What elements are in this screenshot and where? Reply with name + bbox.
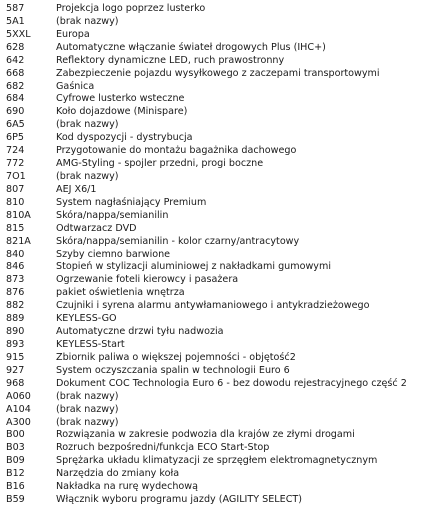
option-description: Przygotowanie do montażu bagażnika dachowego [56, 145, 297, 157]
option-row [0, 352, 422, 365]
option-code: 873 [6, 274, 25, 286]
option-row [0, 197, 422, 210]
option-code: 815 [6, 222, 25, 234]
option-row [0, 442, 422, 455]
option-row [0, 106, 422, 119]
option-code: 6P5 [6, 132, 24, 144]
option-description: Zabezpieczenie pojazdu wysyłkowego z zaczepami transportowymi [56, 67, 380, 79]
option-row [0, 455, 422, 468]
option-row [0, 29, 422, 42]
option-description: AEJ X6/1 [56, 183, 97, 195]
option-code: 840 [6, 248, 25, 260]
option-row [0, 55, 422, 68]
option-description: System oczyszczania spalin w technologii Euro 6 [56, 364, 290, 376]
option-description: Skóra/nappa/semianilin [56, 209, 169, 221]
option-description: (brak nazwy) [56, 403, 119, 415]
option-row [0, 417, 422, 430]
option-code: B59 [6, 494, 25, 506]
option-row [0, 210, 422, 223]
option-description: KEYLESS-GO [56, 313, 117, 325]
option-row [0, 287, 422, 300]
option-description: Rozwiązania w zakresie podwozia dla krajów ze złymi drogami [56, 429, 355, 441]
option-row [0, 326, 422, 339]
option-row [0, 184, 422, 197]
option-row [0, 16, 422, 29]
option-description: Czujniki i syrena alarmu antywłamaniowego i antykradzieżowego [56, 300, 370, 312]
option-description: pakiet oświetlenia wnętrza [56, 287, 185, 299]
option-code: 821A [6, 235, 31, 247]
option-code: 642 [6, 54, 25, 66]
option-code: 846 [6, 261, 25, 273]
option-code: 890 [6, 326, 25, 338]
option-code: 876 [6, 287, 25, 299]
option-description: Ogrzewanie foteli kierowcy i pasażera [56, 274, 239, 286]
option-description: Sprężarka układu klimatyzacji ze sprzęgłem elektromagnetycznym [56, 455, 378, 467]
option-code: A300 [6, 416, 31, 428]
option-row [0, 481, 422, 494]
option-code: 889 [6, 313, 25, 325]
option-description: Automatyczne włączanie świateł drogowych Plus (IHC+) [56, 41, 326, 53]
option-description: (brak nazwy) [56, 416, 119, 428]
option-row [0, 300, 422, 313]
option-description: Stopień w stylizacji aluminiowej z nakładkami gumowymi [56, 261, 332, 273]
option-code: 587 [6, 3, 25, 14]
option-code: A104 [6, 403, 31, 415]
option-code: 5A1 [6, 15, 25, 27]
option-row [0, 378, 422, 391]
option-description: Automatyczne drzwi tyłu nadwozia [56, 326, 224, 338]
option-row [0, 158, 422, 171]
option-code: 5XXL [6, 28, 31, 40]
option-row [0, 132, 422, 145]
option-row [0, 429, 422, 442]
option-description: Europa [56, 28, 90, 40]
option-row [0, 249, 422, 262]
option-code: 6A5 [6, 119, 25, 131]
option-description: Narzędzia do zmiany koła [56, 468, 180, 480]
option-code: 968 [6, 377, 25, 389]
option-code: 810A [6, 209, 31, 221]
option-description: Reflektory dynamiczne LED, ruch prawostronny [56, 54, 285, 66]
option-description: AMG-Styling - spojler przedni, progi boczne [56, 158, 264, 170]
option-row [0, 81, 422, 94]
option-description: Cyfrowe lusterko wsteczne [56, 93, 185, 105]
option-row [0, 42, 422, 55]
option-code: 927 [6, 364, 25, 376]
option-code: 810 [6, 196, 25, 208]
option-row [0, 313, 422, 326]
option-row [0, 339, 422, 352]
option-description: Szyby ciemno barwione [56, 248, 171, 260]
option-code: 807 [6, 183, 25, 195]
option-row [0, 145, 422, 158]
option-code: 772 [6, 158, 25, 170]
option-row [0, 404, 422, 417]
option-row [0, 119, 422, 132]
option-code: B03 [6, 442, 25, 454]
option-description: Zbiornik paliwa o większej pojemności - objętość2 [56, 351, 296, 363]
option-row [0, 274, 422, 287]
option-code: 7O1 [6, 170, 26, 182]
option-description: System nagłaśniający Premium [56, 196, 207, 208]
option-code: B00 [6, 429, 25, 441]
option-description: Włącznik wyboru programu jazdy (AGILITY SELECT) [56, 494, 302, 506]
option-row [0, 494, 422, 507]
option-description: Nakładka na rurę wydechową [56, 481, 199, 493]
option-description: (brak nazwy) [56, 170, 119, 182]
option-description: Skóra/nappa/semianilin - kolor czarny/antracytowy [56, 235, 300, 247]
option-description: Kod dyspozycji - dystrybucja [56, 132, 193, 144]
option-code: 893 [6, 338, 25, 350]
option-description: (brak nazwy) [56, 119, 119, 131]
option-code: B16 [6, 481, 25, 493]
option-code: 628 [6, 41, 25, 53]
option-row [0, 261, 422, 274]
option-code: A060 [6, 390, 31, 402]
option-code: 684 [6, 93, 25, 105]
option-code: 915 [6, 351, 25, 363]
option-description: Dokument COC Technologia Euro 6 - bez dowodu rejestracyjnego część 2 [56, 377, 407, 389]
option-code: 668 [6, 67, 25, 79]
option-row [0, 365, 422, 378]
option-row [0, 3, 422, 16]
option-code: 690 [6, 106, 25, 118]
option-description: Projekcja logo poprzez lusterko [56, 3, 206, 14]
option-code: 724 [6, 145, 25, 157]
option-row [0, 223, 422, 236]
option-code: 882 [6, 300, 25, 312]
option-description: KEYLESS-Start [56, 338, 125, 350]
option-row [0, 391, 422, 404]
option-code: B12 [6, 468, 25, 480]
option-code: B09 [6, 455, 25, 467]
equipment-code-list [0, 3, 422, 507]
option-row [0, 468, 422, 481]
option-description: (brak nazwy) [56, 15, 119, 27]
option-description: (brak nazwy) [56, 390, 119, 402]
option-code: 682 [6, 80, 25, 92]
option-description: Rozruch bezpośredni/funkcja ECO Start-Stop [56, 442, 270, 454]
option-row [0, 236, 422, 249]
option-row [0, 68, 422, 81]
option-description: Odtwarzacz DVD [56, 222, 137, 234]
option-row [0, 171, 422, 184]
option-description: Gaśnica [56, 80, 95, 92]
option-description: Koło dojazdowe (Minispare) [56, 106, 188, 118]
option-row [0, 93, 422, 106]
